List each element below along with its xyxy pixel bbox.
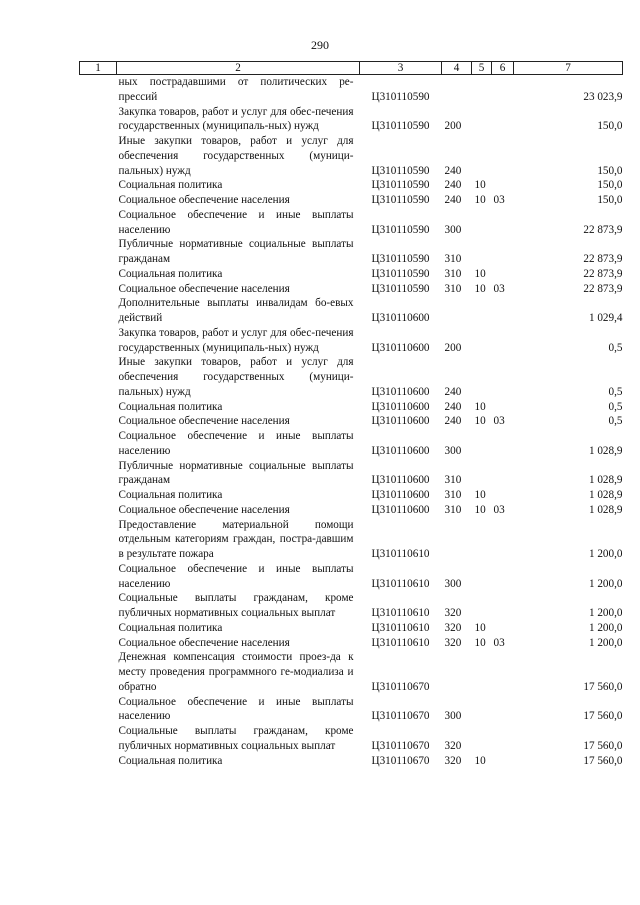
item-name: Закупка товаров, работ и услуг для обес-печения государственных (муниципаль-ных) нужд xyxy=(118,326,354,354)
item-name: Социальное обеспечение и иные выплаты населению xyxy=(118,695,354,723)
expense-type: 240 xyxy=(444,194,462,206)
subsection-code: 03 xyxy=(493,503,505,516)
item-name: Социальное обеспечение и иные выплаты населению xyxy=(118,208,354,236)
table-row xyxy=(80,650,623,694)
section-code xyxy=(472,562,492,592)
expense-type: 240 xyxy=(444,415,462,428)
amount: 22 873,9 xyxy=(583,267,623,280)
column-number: 2 xyxy=(117,62,360,75)
subsection-code xyxy=(492,754,514,769)
expense-type: 310 xyxy=(444,253,462,265)
expense-type: 240 xyxy=(444,179,462,192)
table-row xyxy=(80,414,623,429)
item-name: Социальная политика xyxy=(118,179,223,192)
amount: 0,5 xyxy=(608,400,623,413)
target-article-code: Ц310110670 xyxy=(371,680,430,693)
empty-cell xyxy=(80,503,117,518)
table-row xyxy=(80,208,623,238)
subsection-code xyxy=(492,178,514,193)
target-article-code: Ц310110610 xyxy=(371,607,430,619)
item-name: Социальная политика xyxy=(118,400,223,413)
section-code xyxy=(472,326,492,356)
table-row xyxy=(80,237,623,267)
item-name: Публичные нормативные социальные выплаты гражданам xyxy=(118,238,354,265)
empty-cell xyxy=(80,208,117,238)
empty-cell xyxy=(80,695,117,725)
section-code xyxy=(472,75,492,105)
empty-cell xyxy=(80,237,117,267)
subsection-code xyxy=(492,591,514,621)
item-name: Социальное обеспечение и иные выплаты населению xyxy=(118,430,354,457)
target-article-code: Ц310110600 xyxy=(371,503,430,516)
empty-cell xyxy=(80,621,117,636)
column-number-row xyxy=(80,62,623,75)
item-name: Социальное обеспечение населения xyxy=(118,636,290,649)
amount: 1 029,4 xyxy=(588,312,623,324)
table-row xyxy=(80,400,623,415)
table-row xyxy=(80,75,623,105)
amount: 150,0 xyxy=(597,120,623,133)
expense-type: 310 xyxy=(444,267,462,280)
target-article-code: Ц310110600 xyxy=(371,341,430,354)
table-row xyxy=(80,429,623,459)
expense-type: 320 xyxy=(444,607,462,619)
expense-type xyxy=(442,75,472,105)
amount: 1 200,0 xyxy=(588,607,623,619)
section-code xyxy=(472,591,492,621)
empty-cell xyxy=(80,636,117,651)
expense-type xyxy=(442,518,472,562)
table-row xyxy=(80,695,623,725)
empty-cell xyxy=(80,488,117,503)
expense-type: 200 xyxy=(444,120,462,133)
expense-type: 300 xyxy=(444,577,462,590)
empty-cell xyxy=(80,400,117,415)
target-article-code: Ц310110610 xyxy=(371,548,430,560)
item-name: Публичные нормативные социальные выплаты гражданам xyxy=(118,459,354,487)
amount: 22 873,9 xyxy=(583,253,623,265)
empty-cell xyxy=(80,414,117,429)
item-name: Денежная компенсация стоимости проез-да к месту проведения программного ге-модиализа и обратно xyxy=(118,651,354,693)
empty-cell xyxy=(80,193,117,208)
amount: 17 560,0 xyxy=(583,739,623,752)
subsection-code xyxy=(492,237,514,267)
table-row xyxy=(80,459,623,489)
section-code: 10 xyxy=(474,267,486,280)
target-article-code: Ц310110670 xyxy=(371,739,430,752)
subsection-code xyxy=(492,134,514,178)
amount: 17 560,0 xyxy=(583,754,623,767)
table-body xyxy=(80,75,623,769)
expense-type: 310 xyxy=(444,503,462,516)
target-article-code: Ц310110610 xyxy=(371,577,430,590)
amount: 1 028,9 xyxy=(588,444,623,457)
section-code xyxy=(472,429,492,459)
empty-cell xyxy=(80,105,117,135)
amount: 150,0 xyxy=(597,164,623,177)
section-code xyxy=(472,650,492,694)
expense-type: 320 xyxy=(444,739,462,752)
empty-cell xyxy=(80,296,117,326)
empty-cell xyxy=(80,75,117,105)
subsection-code xyxy=(492,208,514,238)
amount: 22 873,9 xyxy=(583,223,623,236)
expense-type: 200 xyxy=(444,341,462,354)
column-number: 6 xyxy=(492,62,514,75)
expense-type: 300 xyxy=(444,710,462,723)
empty-cell xyxy=(80,178,117,193)
table-row xyxy=(80,518,623,562)
table-row xyxy=(80,178,623,193)
target-article-code: Ц310110590 xyxy=(371,194,430,206)
expense-type: 240 xyxy=(444,164,462,177)
empty-cell xyxy=(80,355,117,399)
target-article-code: Ц310110670 xyxy=(371,754,430,767)
amount: 0,5 xyxy=(608,385,623,398)
expense-type: 320 xyxy=(444,754,462,767)
table-row xyxy=(80,267,623,282)
budget-table xyxy=(79,61,623,768)
section-code xyxy=(472,695,492,725)
empty-cell xyxy=(80,459,117,489)
expense-type: 320 xyxy=(444,621,462,634)
subsection-code xyxy=(492,296,514,326)
subsection-code xyxy=(492,650,514,694)
empty-cell xyxy=(80,591,117,621)
item-name: Иные закупки товаров, работ и услуг для обеспечения государственных (муници-пальных) нужд xyxy=(118,356,354,398)
subsection-code xyxy=(492,75,514,105)
empty-cell xyxy=(80,562,117,592)
target-article-code: Ц310110610 xyxy=(371,636,430,649)
amount: 1 200,0 xyxy=(588,636,623,649)
section-code: 10 xyxy=(474,503,486,516)
table-row xyxy=(80,488,623,503)
table-row xyxy=(80,621,623,636)
item-name: Социальное обеспечение населения xyxy=(118,194,290,206)
amount: 1 028,9 xyxy=(588,474,623,487)
table-row xyxy=(80,591,623,621)
amount: 1 028,9 xyxy=(588,503,623,516)
target-article-code: Ц310110600 xyxy=(371,400,430,413)
target-article-code: Ц310110590 xyxy=(371,253,430,265)
column-number: 4 xyxy=(442,62,472,75)
table-row xyxy=(80,562,623,592)
expense-type: 310 xyxy=(444,474,462,487)
item-name: Социальные выплаты гражданам, кроме публичных нормативных социальных выплат xyxy=(118,592,354,619)
target-article-code: Ц310110610 xyxy=(371,621,430,634)
amount: 1 028,9 xyxy=(588,489,623,501)
item-name: Дополнительные выплаты инвалидам бо-евых действий xyxy=(118,297,354,324)
expense-type xyxy=(442,296,472,326)
expense-type xyxy=(442,650,472,694)
amount: 22 873,9 xyxy=(583,282,623,295)
section-code xyxy=(472,355,492,399)
empty-cell xyxy=(80,282,117,297)
subsection-code xyxy=(492,355,514,399)
subsection-code xyxy=(492,267,514,282)
empty-cell xyxy=(80,650,117,694)
amount: 150,0 xyxy=(597,179,623,192)
target-article-code: Ц310110590 xyxy=(371,120,430,133)
subsection-code xyxy=(492,105,514,135)
item-name: Социальная политика xyxy=(118,489,223,501)
table-row xyxy=(80,282,623,297)
target-article-code: Ц310110590 xyxy=(371,223,430,236)
amount: 23 023,9 xyxy=(583,90,623,103)
subsection-code: 03 xyxy=(493,194,505,206)
empty-cell xyxy=(80,724,117,754)
expense-type: 300 xyxy=(444,223,462,236)
expense-type: 300 xyxy=(444,444,462,457)
amount: 150,0 xyxy=(597,194,623,206)
empty-cell xyxy=(80,134,117,178)
section-code xyxy=(472,724,492,754)
target-article-code: Ц310110590 xyxy=(371,90,430,103)
item-name: Социальное обеспечение населения xyxy=(118,415,290,428)
subsection-code xyxy=(492,562,514,592)
subsection-code xyxy=(492,488,514,503)
amount: 1 200,0 xyxy=(588,577,623,590)
empty-cell xyxy=(80,518,117,562)
section-code xyxy=(472,459,492,489)
empty-cell xyxy=(80,326,117,356)
section-code: 10 xyxy=(474,415,486,428)
section-code: 10 xyxy=(474,636,486,649)
expense-type: 310 xyxy=(444,489,462,501)
amount: 0,5 xyxy=(608,415,623,428)
item-name: Закупка товаров, работ и услуг для обес-печения государственных (муниципаль-ных) нужд xyxy=(118,105,354,133)
section-code xyxy=(472,296,492,326)
empty-cell xyxy=(80,754,117,769)
section-code xyxy=(472,208,492,238)
target-article-code: Ц310110670 xyxy=(371,710,430,723)
item-name: Социальная политика xyxy=(118,267,223,280)
subsection-code xyxy=(492,724,514,754)
subsection-code xyxy=(492,695,514,725)
amount: 0,5 xyxy=(608,341,623,354)
expense-type: 310 xyxy=(444,282,462,295)
item-name: Социальное обеспечение населения xyxy=(118,282,290,295)
target-article-code: Ц310110590 xyxy=(371,164,430,177)
section-code xyxy=(472,134,492,178)
table-row xyxy=(80,724,623,754)
subsection-code: 03 xyxy=(493,636,505,649)
amount: 1 200,0 xyxy=(588,621,623,634)
section-code: 10 xyxy=(474,754,486,767)
section-code: 10 xyxy=(474,489,486,501)
target-article-code: Ц310110600 xyxy=(371,444,430,457)
table-row xyxy=(80,134,623,178)
section-code: 10 xyxy=(474,621,486,634)
subsection-code xyxy=(492,400,514,415)
target-article-code: Ц310110600 xyxy=(371,312,430,324)
item-name: Предоставление материальной помощи отдельным категориям граждан, постра-давшим в результате пожара xyxy=(118,518,354,560)
item-name: Социальная политика xyxy=(118,621,223,634)
item-name: Социальная политика xyxy=(118,754,223,767)
section-code: 10 xyxy=(474,400,486,413)
subsection-code: 03 xyxy=(493,282,505,295)
table-row xyxy=(80,355,623,399)
section-code: 10 xyxy=(474,194,486,206)
section-code xyxy=(472,518,492,562)
amount: 1 200,0 xyxy=(588,548,623,560)
section-code xyxy=(472,105,492,135)
table-row xyxy=(80,296,623,326)
column-number: 5 xyxy=(472,62,492,75)
amount: 17 560,0 xyxy=(583,710,623,723)
target-article-code: Ц310110590 xyxy=(371,267,430,280)
table-row xyxy=(80,193,623,208)
section-code xyxy=(472,237,492,267)
subsection-code xyxy=(492,621,514,636)
table-row xyxy=(80,754,623,769)
item-name: Социальные выплаты гражданам, кроме публичных нормативных социальных выплат xyxy=(118,725,354,752)
target-article-code: Ц310110600 xyxy=(371,385,430,398)
table-row xyxy=(80,503,623,518)
column-number: 3 xyxy=(360,62,442,75)
expense-type: 320 xyxy=(444,636,462,649)
budget-table-container xyxy=(79,61,622,768)
target-article-code: Ц310110590 xyxy=(371,282,430,295)
expense-type: 240 xyxy=(444,385,462,398)
table-row xyxy=(80,105,623,135)
item-name: Иные закупки товаров, работ и услуг для обеспечения государственных (муници-пальных) нужд xyxy=(118,135,354,177)
section-code: 10 xyxy=(474,179,486,192)
subsection-code xyxy=(492,429,514,459)
target-article-code: Ц310110590 xyxy=(371,179,430,192)
target-article-code: Ц310110600 xyxy=(371,474,430,487)
subsection-code: 03 xyxy=(493,415,505,428)
subsection-code xyxy=(492,518,514,562)
table-row xyxy=(80,326,623,356)
item-name: Социальное обеспечение и иные выплаты населению xyxy=(118,562,354,590)
empty-cell xyxy=(80,429,117,459)
expense-type: 240 xyxy=(444,400,462,413)
amount: 17 560,0 xyxy=(583,680,623,693)
item-name: ных пострадавшими от политических ре-прессий xyxy=(118,76,354,103)
table-row xyxy=(80,636,623,651)
column-number: 1 xyxy=(80,62,117,75)
column-number: 7 xyxy=(514,62,623,75)
page-number: 290 xyxy=(311,38,329,52)
subsection-code xyxy=(492,459,514,489)
target-article-code: Ц310110600 xyxy=(371,489,430,501)
subsection-code xyxy=(492,326,514,356)
item-name: Социальное обеспечение населения xyxy=(118,503,290,516)
section-code: 10 xyxy=(474,282,486,295)
empty-cell xyxy=(80,267,117,282)
target-article-code: Ц310110600 xyxy=(371,415,430,428)
